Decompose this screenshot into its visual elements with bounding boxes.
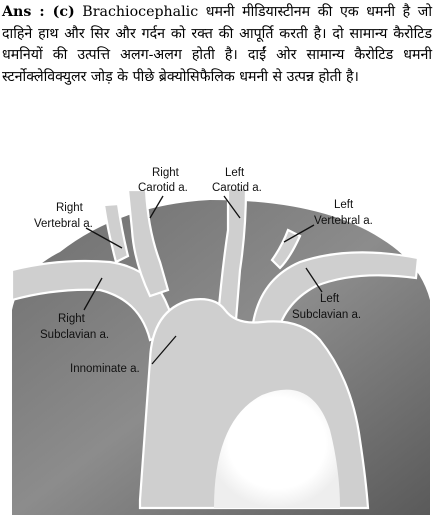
- label-right-carotid-2: Carotid a.: [138, 182, 188, 194]
- answer-text: Brachiocephalic धमनी मीडियास्टीनम की एक धमनी है जो दाहिने हाथ और सिर और गर्दन को रक्त की आपूर्ति करती है। दो सामान्य कैरोटिड धमनियों की उत्पत्ति अलग-अलग होती है। दाईं ओर सामान्य कैरोटिड धमनी स्टर्नोक्लेविक्युलर जोड़ के पीछे ब्रेक्योसिफैलिक धमनी से उत्पन्न होती है।: [2, 4, 432, 85]
- label-innominate: Innominate a.: [70, 363, 140, 375]
- answer-paragraph: [0, 0, 434, 88]
- label-right-subclavian-2: Subclavian a.: [40, 329, 110, 341]
- label-right-subclavian-1: Right: [58, 313, 85, 325]
- label-left-vertebral-2: Vertebral a.: [314, 215, 373, 227]
- label-left-carotid-1: Left: [225, 167, 245, 179]
- aortic-arch-diagram: [0, 150, 434, 520]
- label-left-subclavian-2: Subclavian a.: [292, 309, 362, 321]
- answer-option: Ans : (c): [2, 4, 75, 20]
- label-left-subclavian-1: Left: [320, 293, 340, 305]
- label-left-carotid-2: Carotid a.: [212, 182, 262, 194]
- label-left-vertebral-1: Left: [334, 199, 354, 211]
- label-right-vertebral-1: Right: [56, 202, 83, 214]
- label-right-carotid-1: Right: [152, 167, 179, 179]
- label-right-vertebral-2: Vertebral a.: [34, 218, 93, 230]
